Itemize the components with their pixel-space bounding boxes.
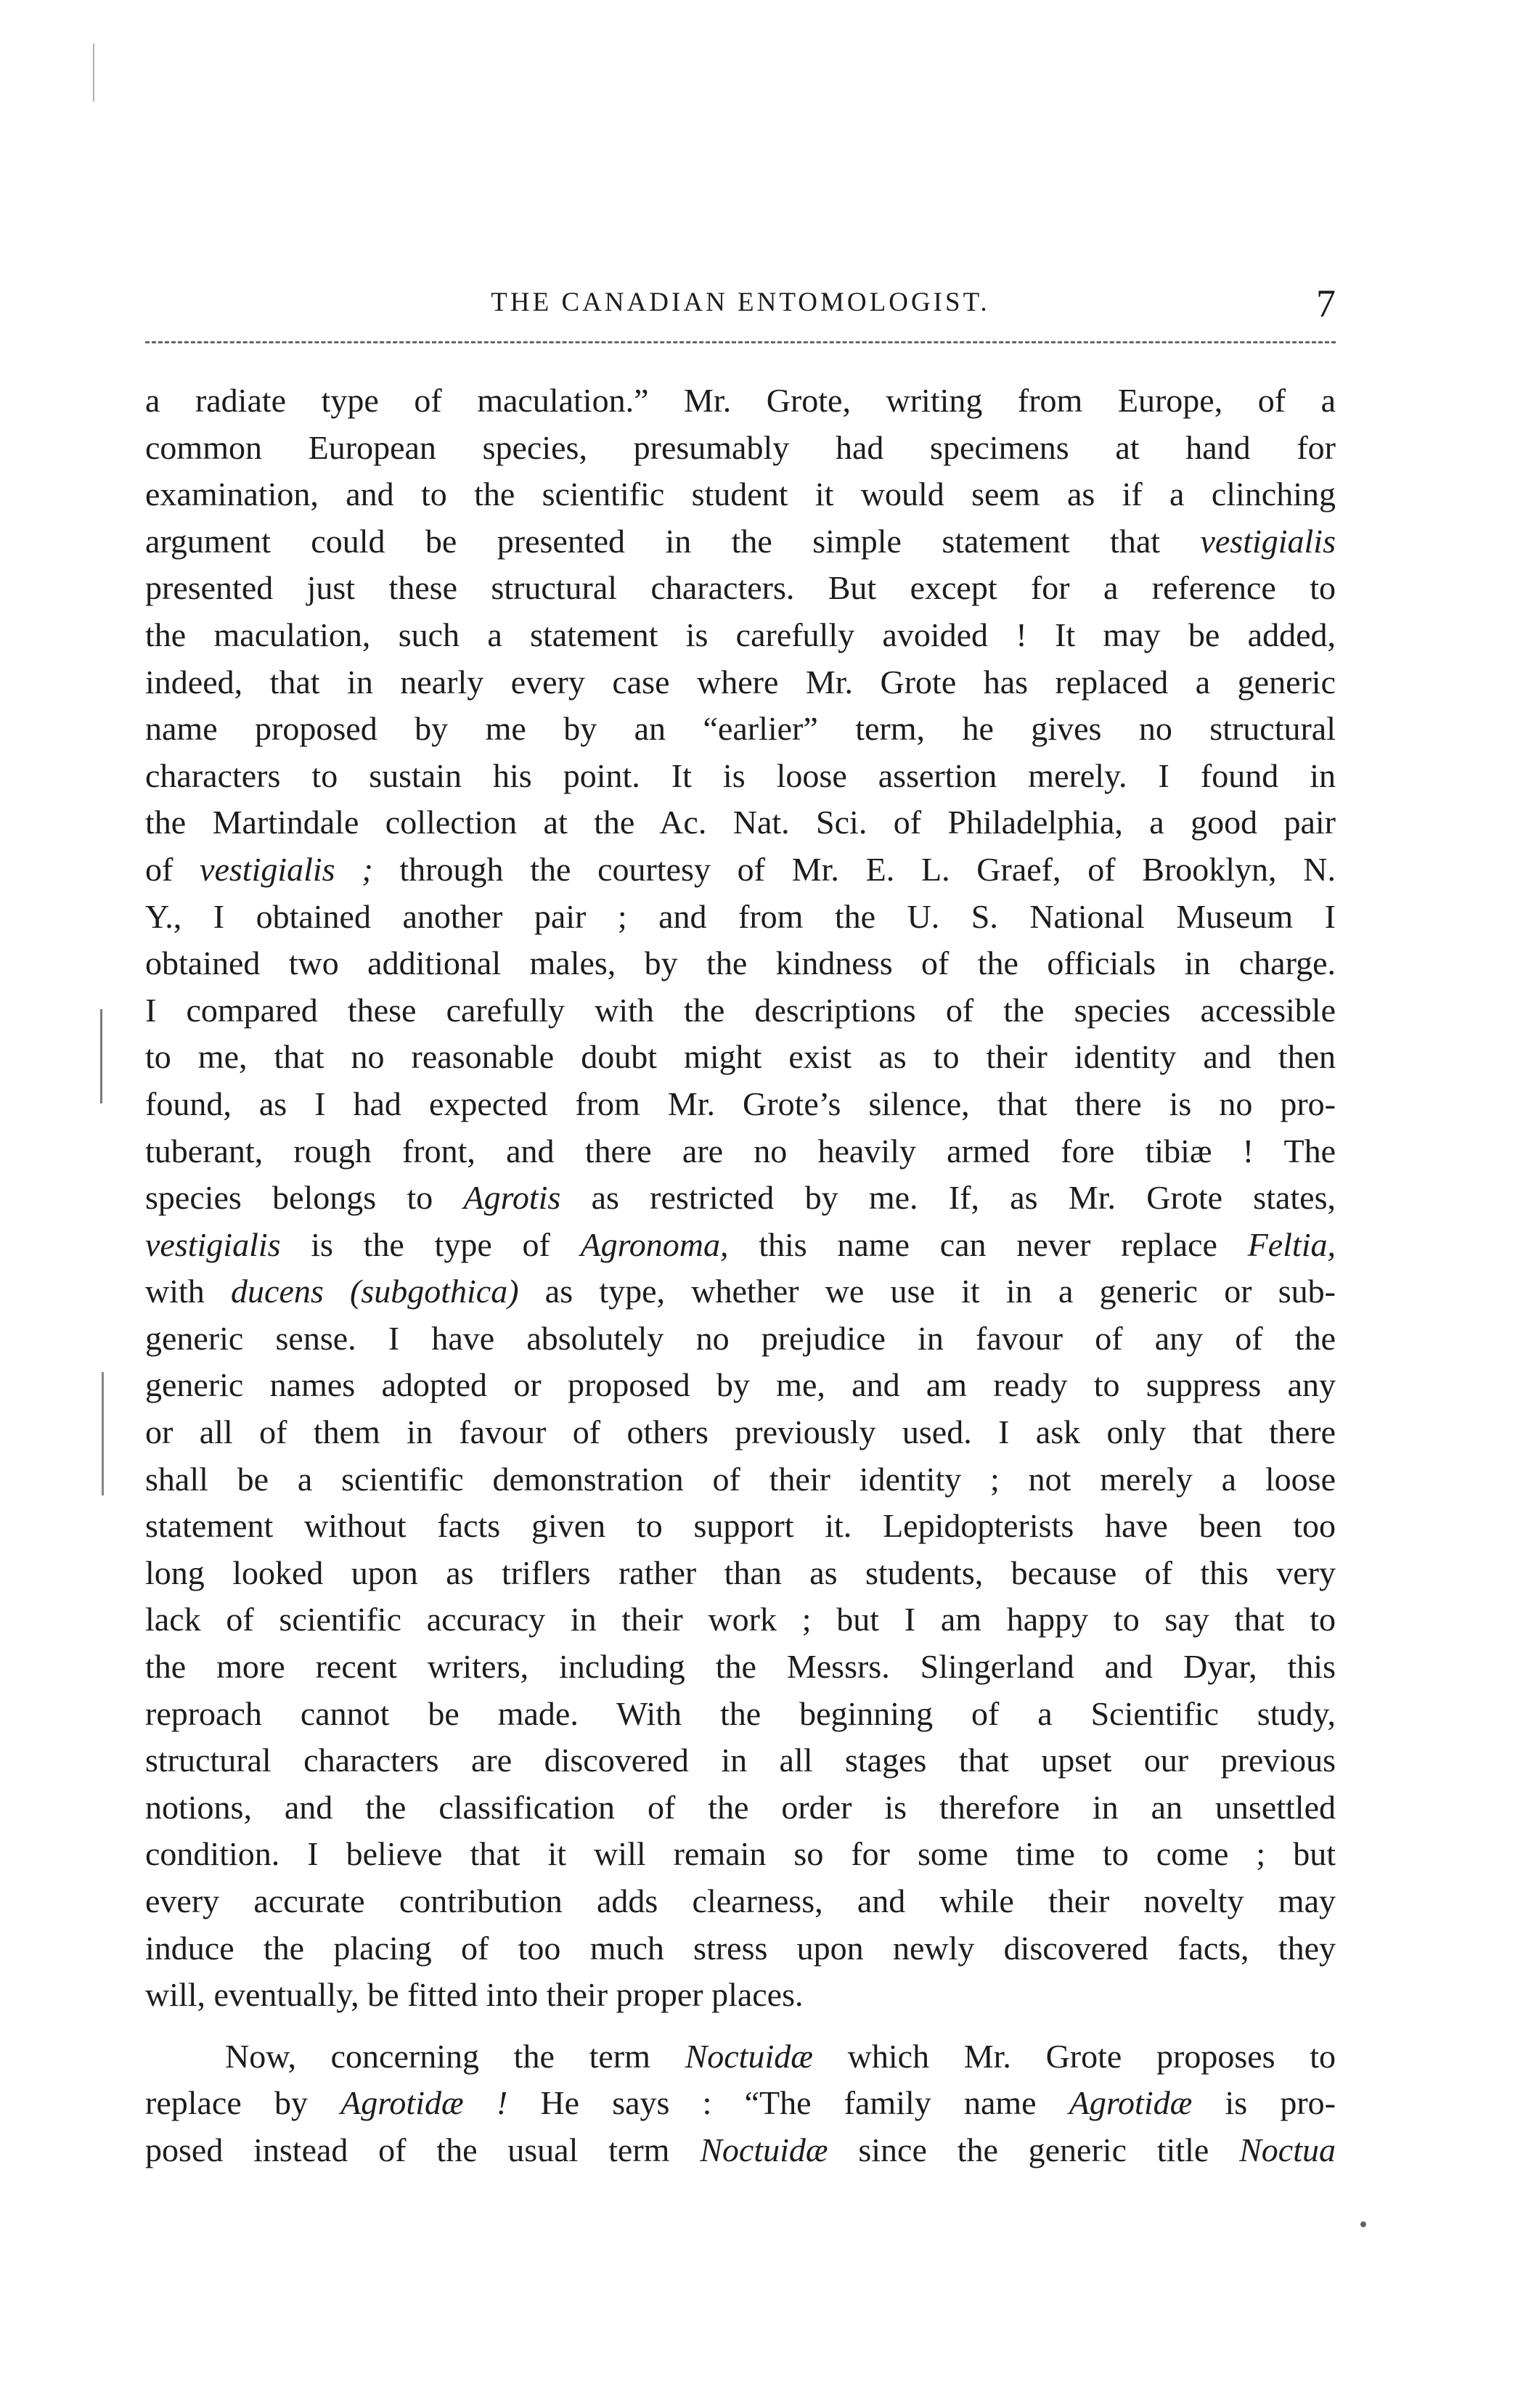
text-run: found, as I had expected from Mr. Grote’s silence, that there is no pro- — [145, 1085, 1336, 1122]
text-line — [145, 425, 1336, 472]
text-run: through the courtesy of Mr. E. L. Graef, of Brooklyn, N. — [372, 850, 1336, 888]
margin-mark — [102, 1372, 104, 1495]
text-line — [145, 894, 1336, 941]
text-run: is pro- — [1192, 2084, 1336, 2122]
text-line — [145, 2080, 1336, 2127]
text-run: posed instead of the usual term — [145, 2131, 701, 2168]
text-run: as type, whether we use it in a generic or sub- — [518, 1273, 1336, 1310]
paragraph-gap — [145, 2019, 1336, 2033]
text-line — [145, 471, 1336, 518]
italic-term: vestigialis — [145, 1225, 281, 1263]
margin-mark — [1360, 2221, 1366, 2227]
header-rule — [145, 341, 1336, 343]
text-line — [145, 1831, 1336, 1878]
text-line — [145, 1081, 1336, 1128]
text-line — [145, 1691, 1336, 1738]
running-title: THE CANADIAN ENTOMOLOGIST. — [491, 287, 990, 317]
text-run: replace by — [145, 2084, 341, 2122]
text-run: as restricted by me. If, as Mr. Grote states, — [560, 1179, 1336, 1217]
page-header — [145, 282, 1336, 338]
text-run: I compared these carefully with the descriptions of the species accessible — [145, 991, 1336, 1029]
italic-term: vestigialis — [1200, 522, 1336, 560]
text-line — [145, 1596, 1336, 1644]
text-line — [145, 659, 1336, 706]
text-run: every accurate contribution adds clearness, and while their novelty may — [145, 1882, 1336, 1919]
text-line — [145, 1784, 1336, 1832]
text-run: since the generic title — [828, 2131, 1240, 2168]
text-run: to me, that no reasonable doubt might exist as to their identity and then — [145, 1038, 1336, 1076]
italic-term: Noctua — [1239, 2131, 1336, 2168]
text-line — [145, 1128, 1336, 1175]
text-run: lack of scientific accuracy in their work ; but I am happy to say that to — [145, 1601, 1336, 1638]
italic-term: Agrotis — [463, 1179, 561, 1217]
margin-mark — [100, 1009, 102, 1103]
text-run: the Martindale collection at the Ac. Nat. Sci. of Philadelphia, a good pair — [145, 804, 1336, 841]
text-run: of — [145, 850, 200, 888]
text-run: or all of them in favour of others previously used. I ask only that there — [145, 1413, 1336, 1451]
italic-term: vestigialis ; — [200, 850, 373, 888]
text-line — [145, 1268, 1336, 1315]
margin-mark — [93, 44, 94, 102]
text-run: induce the placing of too much stress upon newly discovered facts, they — [145, 1929, 1336, 1967]
text-run: long looked upon as triflers rather than as students, because of this very — [145, 1554, 1336, 1591]
text-run: indeed, that in nearly every case where Mr. Grote has replaced a generic — [145, 663, 1336, 701]
text-run: argument could be presented in the simple statement that — [145, 522, 1201, 560]
text-run: which Mr. Grote proposes to — [812, 2037, 1336, 2075]
text-line — [145, 1878, 1336, 1925]
text-run: generic sense. I have absolutely no prejudice in favour of any of the — [145, 1319, 1336, 1357]
text-run: tuberant, rough front, and there are no heavily armed fore tibiæ ! The — [145, 1132, 1336, 1170]
text-line — [145, 377, 1336, 425]
text-run: structural characters are discovered in all stages that upset our previous — [145, 1742, 1336, 1779]
text-run: shall be a scientific demonstration of their identity ; not merely a loose — [145, 1460, 1336, 1498]
text-line — [145, 753, 1336, 800]
text-run: examination, and to the scientific student it would seem as if a clinching — [145, 476, 1336, 513]
text-line — [145, 565, 1336, 612]
body-text — [145, 377, 1336, 2174]
italic-term: Agronoma, — [580, 1225, 729, 1263]
text-line — [145, 1737, 1336, 1784]
text-run: reproach cannot be made. With the beginning of a Scientific study, — [145, 1694, 1336, 1732]
text-line — [145, 1222, 1336, 1269]
text-run: name proposed by me by an “earlier” term, he gives no structural — [145, 710, 1336, 748]
text-line — [145, 706, 1336, 753]
text-run: statement without facts given to support it. Lepidopterists have been too — [145, 1507, 1336, 1545]
text-line — [145, 612, 1336, 659]
italic-term: Noctuidæ — [700, 2131, 828, 2168]
text-run: the more recent writers, including the Messrs. Slingerland and Dyar, this — [145, 1648, 1336, 1686]
paragraph — [145, 2033, 1336, 2174]
text-line — [145, 1409, 1336, 1456]
italic-term: Agrotidæ ! — [340, 2084, 508, 2122]
text-line — [145, 1456, 1336, 1503]
text-line — [145, 1644, 1336, 1691]
text-line — [145, 799, 1336, 846]
paragraph — [145, 377, 1336, 2019]
text-run: obtained two additional males, by the kindness of the officials in charge. — [145, 944, 1336, 982]
text-line — [145, 1034, 1336, 1081]
text-run: common European species, presumably had specimens at hand for — [145, 428, 1336, 466]
text-run: will, eventually, be fitted into their proper places. — [145, 1976, 804, 2014]
text-line — [145, 987, 1336, 1034]
text-line — [145, 1175, 1336, 1222]
text-run: species belongs to — [145, 1179, 464, 1217]
text-run: characters to sustain his point. It is loose assertion merely. I found in — [145, 756, 1336, 794]
text-line — [145, 940, 1336, 987]
text-line — [145, 518, 1336, 566]
text-run: generic names adopted or proposed by me, and am ready to suppress any — [145, 1366, 1336, 1404]
text-line — [145, 1315, 1336, 1363]
page-number: 7 — [1316, 282, 1336, 325]
italic-term: ducens (subgothica) — [231, 1273, 519, 1310]
text-line — [145, 2033, 1336, 2081]
text-run: with — [145, 1273, 232, 1310]
text-run: notions, and the classification of the order is therefore in an unsettled — [145, 1788, 1336, 1826]
italic-term: Noctuidæ — [685, 2037, 813, 2075]
text-line — [145, 1972, 1336, 2019]
text-run: the maculation, such a statement is carefully avoided ! It may be added, — [145, 616, 1336, 653]
italic-term: Feltia, — [1247, 1225, 1336, 1263]
text-line — [145, 1925, 1336, 1972]
text-line — [145, 846, 1336, 894]
text-run: Y., I obtained another pair ; and from the U. S. National Museum I — [145, 897, 1336, 935]
text-run: this name can never replace — [728, 1225, 1248, 1263]
text-run: Now, concerning the term — [225, 2037, 685, 2075]
text-line — [145, 1503, 1336, 1550]
text-run: He says : “The family name — [507, 2084, 1069, 2122]
text-line — [145, 1362, 1336, 1409]
text-run: is the type of — [280, 1225, 581, 1263]
text-run: a radiate type of maculation.” Mr. Grote, writing from Europe, of a — [145, 382, 1336, 419]
text-line — [145, 1550, 1336, 1597]
text-run: presented just these structural characters. But except for a reference to — [145, 569, 1336, 607]
text-line — [145, 2127, 1336, 2174]
italic-term: Agrotidæ — [1069, 2084, 1193, 2122]
text-run: condition. I believe that it will remain so for some time to come ; but — [145, 1835, 1336, 1873]
